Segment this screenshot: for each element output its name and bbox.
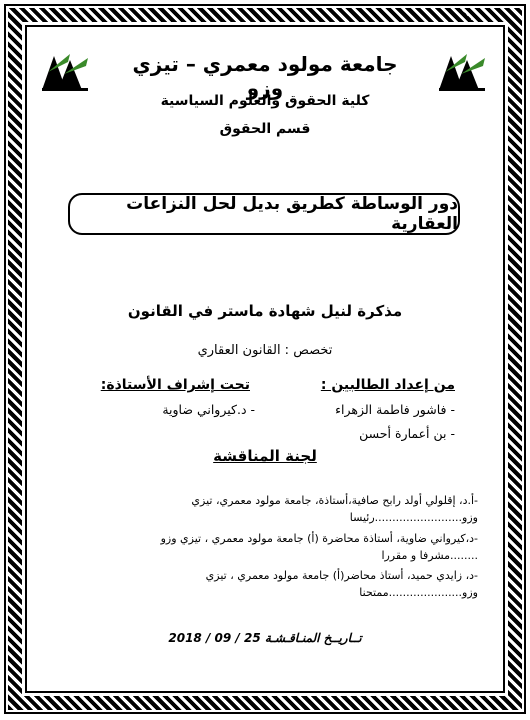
thesis-title-box	[68, 193, 460, 235]
university-logo-right	[437, 50, 489, 92]
students-heading: من إعداد الطالبين :	[320, 377, 455, 393]
jury-heading: لجنة المناقشة	[213, 447, 317, 465]
memo-statement: مذكرة لنيل شهادة ماستر في القانون	[127, 302, 403, 320]
thesis-title: دور الوساطة كطريق بديل لحل النزاعات العقارية	[126, 194, 458, 234]
student-name: بن أعمارة أحسن	[359, 426, 447, 441]
student-item-1: - فاشور فاطمة الزهراء	[335, 402, 455, 417]
university-name: جامعة مولود معمري – تيزي وزو	[132, 52, 398, 100]
jury-member-2: -د،كيرواني ضاوية، أستاذة محاضرة (أ) جامعة مولود معمري ، تيزي وزو ........مشرفا و مقررا	[160, 532, 478, 562]
department-name: قسم الحقوق	[219, 121, 311, 137]
supervisor-name: د.كيرواني ضاوية	[162, 402, 247, 417]
university-logo-left	[40, 50, 92, 92]
jury-member-3: -د، زايدي حميد، أستاذ محاضر(أ) جامعة مولود معمري ، تيزي وزو.....................ممتحنا	[205, 569, 478, 599]
jury-member-1: -أ.د، إقلولي أولد رابح صافية،أستاذة، جامعة مولود معمري، تيزي وزو.........................رئيسا	[191, 494, 478, 524]
specialty: تخصص : القانون العقاري	[197, 343, 333, 358]
supervisor-heading: تحت إشراف الأستاذة:	[100, 377, 250, 393]
student-name: فاشور فاطمة الزهراء	[335, 402, 447, 417]
supervisor-item: - د.كيرواني ضاوية	[162, 402, 255, 417]
defense-date: تــاريــخ المنـاقـشـة 25 / 09 / 2018	[168, 631, 362, 645]
student-item-2: - بن أعمارة أحسن	[359, 426, 455, 441]
faculty-name: كلية الحقوق والعلوم السياسية	[160, 93, 370, 109]
